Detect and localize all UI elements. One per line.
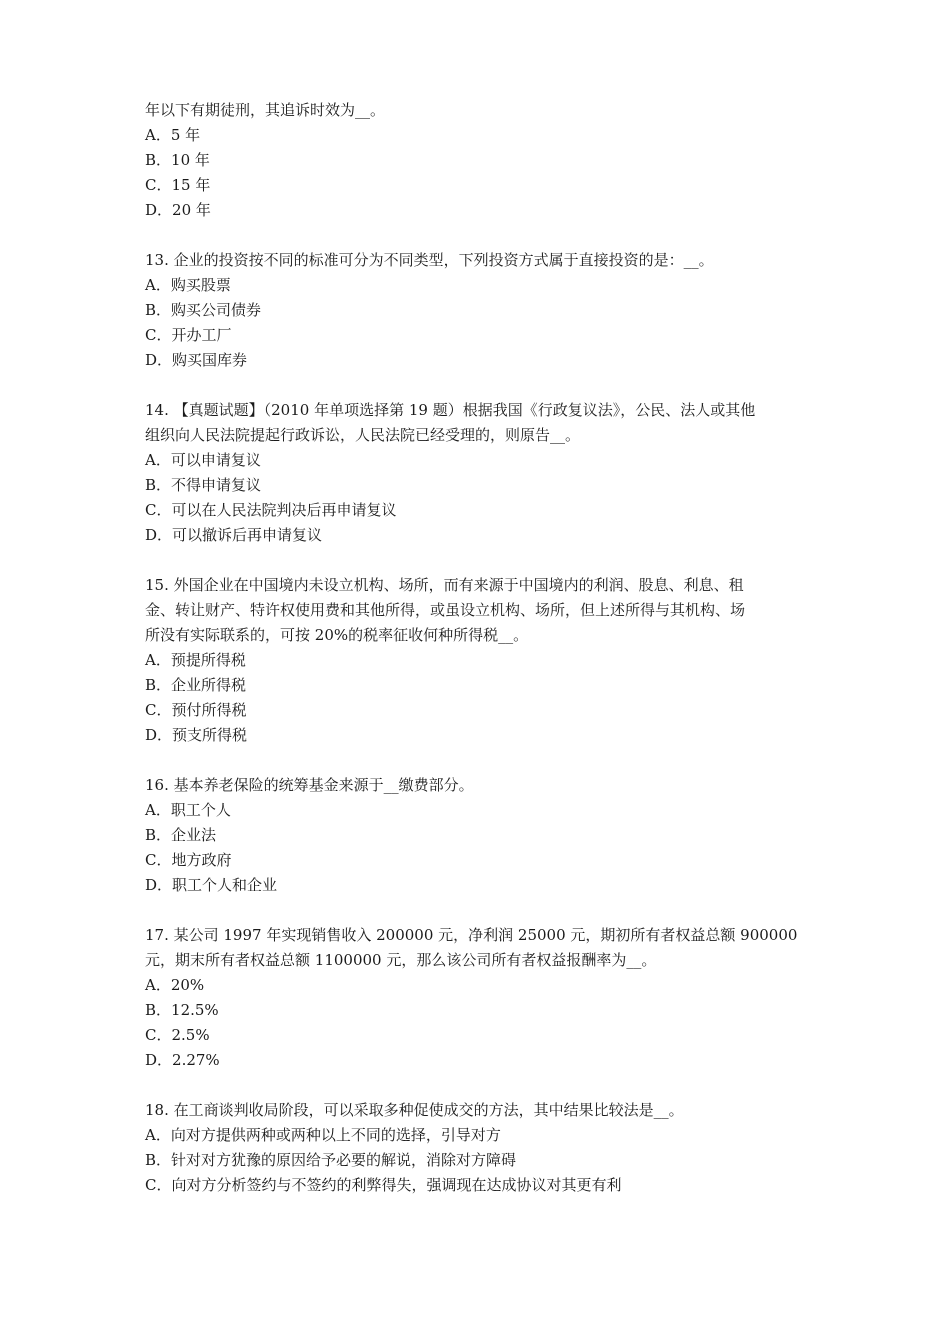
- question-17: [145, 923, 825, 1073]
- question-text: 15. 外国企业在中国境内未设立机构、场所，而有来源于中国境内的利润、股息、利息、租: [145, 576, 744, 594]
- option-b: B．不得申请复议: [145, 476, 262, 494]
- question-16: [145, 773, 825, 898]
- spacer: [145, 1073, 825, 1098]
- question-text: 18. 在工商谈判收局阶段，可以采取多种促使成交的方法，其中结果比较法是__。: [145, 1101, 684, 1119]
- option-b: B．针对对方犹豫的原因给予必要的解说，消除对方障碍: [145, 1151, 517, 1169]
- question-14: [145, 398, 825, 548]
- option-b: B．企业法: [145, 826, 217, 844]
- option-a: A．预提所得税: [145, 651, 246, 669]
- question-text: 元，期末所有者权益总额 1100000 元，那么该公司所有者权益报酬率为__。: [145, 951, 657, 969]
- option-a: A．购买股票: [145, 276, 231, 294]
- option-c: C．向对方分析签约与不签约的利弊得失，强调现在达成协议对其更有利: [145, 1176, 622, 1194]
- spacer: [145, 548, 825, 573]
- spacer: [145, 748, 825, 773]
- question-text: 16. 基本养老保险的统筹基金来源于__缴费部分。: [145, 776, 474, 794]
- option-c: C．预付所得税: [145, 701, 247, 719]
- option-a: A．可以申请复议: [145, 451, 261, 469]
- spacer: [145, 373, 825, 398]
- option-c: C．15 年: [145, 176, 211, 194]
- question-text: 年以下有期徒刑，其追诉时效为__。: [145, 101, 386, 119]
- question-18: [145, 1098, 825, 1198]
- spacer: [145, 898, 825, 923]
- question-13: [145, 248, 825, 373]
- option-d: D．购买国库券: [145, 351, 248, 369]
- option-c: C．开办工厂: [145, 326, 232, 344]
- option-d: D．可以撤诉后再申请复议: [145, 526, 323, 544]
- option-a: A．向对方提供两种或两种以上不同的选择，引导对方: [145, 1126, 501, 1144]
- question-text: 13. 企业的投资按不同的标准可分为不同类型，下列投资方式属于直接投资的是：__。: [145, 251, 714, 269]
- option-a: A．20%: [145, 976, 205, 994]
- option-a: A．5 年: [145, 126, 201, 144]
- document-page: [145, 98, 825, 1198]
- option-c: C．可以在人民法院判决后再申请复议: [145, 501, 397, 519]
- option-b: B．10 年: [145, 151, 210, 169]
- option-b: B．购买公司债券: [145, 301, 262, 319]
- option-c: C．2.5%: [145, 1026, 210, 1044]
- question-15: [145, 573, 825, 748]
- option-d: D．预支所得税: [145, 726, 248, 744]
- option-c: C．地方政府: [145, 851, 232, 869]
- spacer: [145, 223, 825, 248]
- option-d: D．职工个人和企业: [145, 876, 278, 894]
- question-text: 所没有实际联系的，可按 20%的税率征收何种所得税__。: [145, 626, 529, 644]
- question-text: 金、转让财产、特许权使用费和其他所得，或虽设立机构、场所，但上述所得与其机构、场: [145, 601, 746, 619]
- option-a: A．职工个人: [145, 801, 231, 819]
- question-text: 17. 某公司 1997 年实现销售收入 200000 元，净利润 25000 元，期初所有者权益总额 900000: [145, 926, 798, 944]
- option-b: B．企业所得税: [145, 676, 247, 694]
- question-12-continued: [145, 98, 825, 223]
- option-b: B．12.5%: [145, 1001, 219, 1019]
- question-text: 组织向人民法院提起行政诉讼，人民法院已经受理的，则原告__。: [145, 426, 581, 444]
- question-text: 14. 【真题试题】（2010 年单项选择第 19 题）根据我国《行政复议法》，公民、法人或其他: [145, 401, 756, 419]
- option-d: D．20 年: [145, 201, 211, 219]
- option-d: D．2.27%: [145, 1051, 220, 1069]
